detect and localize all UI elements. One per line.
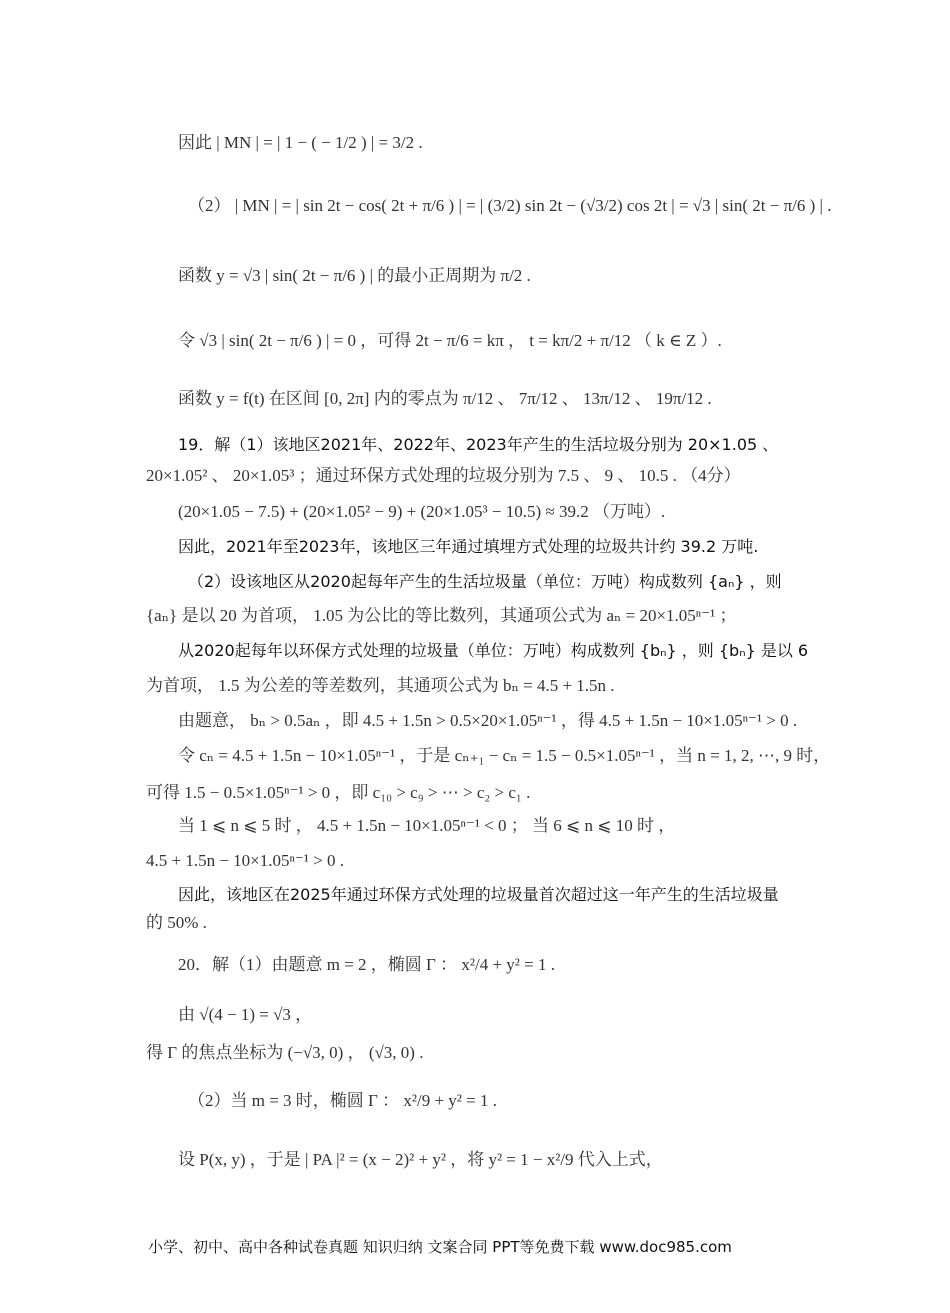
text-line: 由 √(4 − 1) = √3 ， bbox=[178, 1005, 313, 1024]
text-line: 当 1 ⩽ n ⩽ 5 时 ， 4.5 + 1.5n − 10×1.05ⁿ⁻¹ < 0 ； 当 6 ⩽ n ⩽ 10 时 ， bbox=[178, 816, 676, 835]
text-line: 函数 y = √3 | sin( 2t − π/6 ) | 的最小正周期为 π/2 . bbox=[178, 266, 531, 285]
text-line: 由题意， bₙ > 0.5aₙ ，即 4.5 + 1.5n > 0.5×20×1.05ⁿ⁻¹ ，得 4.5 + 1.5n − 10×1.05ⁿ⁻¹ > 0 . bbox=[178, 711, 798, 730]
text-line: (20×1.05 − 7.5) + (20×1.05² − 9) + (20×1.05³ − 10.5) ≈ 39.2 （万吨）. bbox=[178, 502, 666, 521]
text-line: 因此，该地区在2025年通过环保方式处理的垃圾量首次超过这一年产生的生活垃圾量 bbox=[178, 885, 779, 904]
text-line: 令 cₙ = 4.5 + 1.5n − 10×1.05ⁿ⁻¹ ，于是 cₙ₊₁ − cₙ = 1.5 − 0.5×1.05ⁿ⁻¹ ，当 n = 1, 2, ⋯, 9 时， bbox=[178, 746, 831, 765]
text-line: 得 Γ 的焦点坐标为 (−√3, 0) ， (√3, 0) . bbox=[146, 1043, 424, 1062]
text-line: 20×1.05² 、 20×1.05³ ；通过环保方式处理的垃圾分别为 7.5 、 9 、 10.5 . （4分） bbox=[146, 466, 741, 485]
footer-banner: 小学、初中、高中各种试卷真题 知识归纳 文案合同 PPT等免费下载 www.doc985.com bbox=[148, 1238, 732, 1256]
text-line: 可得 1.5 − 0.5×1.05ⁿ⁻¹ > 0 ，即 c₁₀ > c₉ > ⋯ > c₂ > c₁ . bbox=[146, 783, 531, 802]
text-line: 为首项， 1.5 为公差的等差数列，其通项公式为 bₙ = 4.5 + 1.5n . bbox=[146, 676, 615, 695]
text-line: 因此 | MN | = | 1 − ( − 1/2 ) | = 3/2 . bbox=[178, 133, 423, 152]
text-line: 4.5 + 1.5n − 10×1.05ⁿ⁻¹ > 0 . bbox=[146, 851, 345, 870]
question-19-heading: 19．解（1）该地区2021年、2022年、2023年产生的生活垃圾分别为 20×1.05 、 bbox=[178, 435, 779, 454]
text-line: （2）设该地区从2020起每年产生的生活垃圾量（单位：万吨）构成数列 {aₙ} ，则 bbox=[188, 572, 782, 591]
text-line: 的 50% . bbox=[146, 913, 207, 932]
text-line: {aₙ} 是以 20 为首项， 1.05 为公比的等比数列，其通项公式为 aₙ = 20×1.05ⁿ⁻¹ ； bbox=[146, 606, 737, 625]
text-line: 因此，2021年至2023年，该地区三年通过填埋方式处理的垃圾共计约 39.2 万吨. bbox=[178, 537, 759, 556]
text-line: 设 P(x, y) ，于是 | PA |² = (x − 2)² + y² ，将 y² = 1 − x²/9 代入上式， bbox=[178, 1150, 663, 1169]
question-20-heading: 20．解（1）由题意 m = 2 ，椭圆 Γ ： x²/4 + y² = 1 . bbox=[178, 955, 555, 974]
text-line: 函数 y = f(t) 在区间 [0, 2π] 内的零点为 π/12 、 7π/12 、 13π/12 、 19π/12 . bbox=[178, 389, 712, 408]
text-line: 从2020起每年以环保方式处理的垃圾量（单位：万吨）构成数列 {bₙ} ，则 {bₙ} 是以 6 bbox=[178, 641, 809, 660]
text-line: （2） | MN | = | sin 2t − cos( 2t + π/6 ) | = | (3/2) sin 2t − (√3/2) cos 2t | = √3 | sin( 2t − π/6 ) | . bbox=[188, 196, 832, 215]
text-line: （2）当 m = 3 时，椭圆 Γ ： x²/9 + y² = 1 . bbox=[188, 1091, 497, 1110]
text-line: 令 √3 | sin( 2t − π/6 ) | = 0 ，可得 2t − π/6 = kπ ， t = kπ/2 + π/12 （ k ∈ Z ）. bbox=[178, 331, 722, 350]
